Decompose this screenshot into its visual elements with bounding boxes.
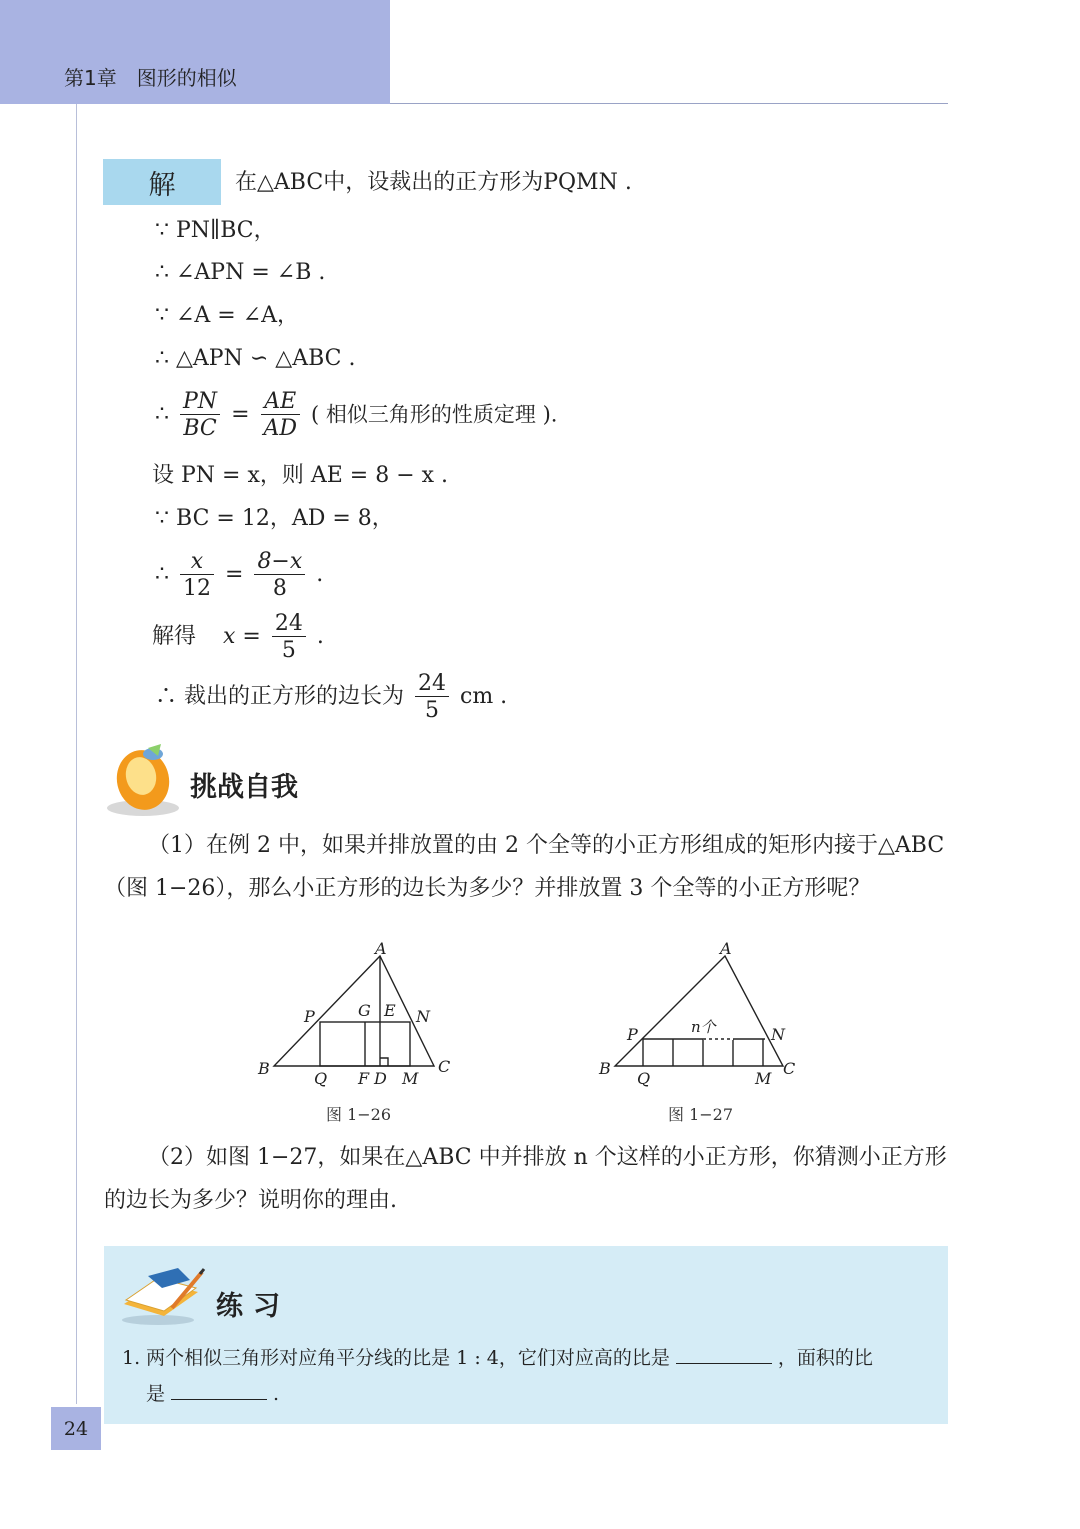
ratio-note: ( 相似三角形的性质定理 ).: [311, 402, 558, 427]
ratio-line: [155, 390, 557, 440]
fraction-numerator: PN: [180, 390, 220, 415]
equals-sign: =: [225, 562, 244, 588]
exercise-text: .: [273, 1383, 280, 1405]
answer-blank[interactable]: [171, 1381, 267, 1400]
conclusion-unit: cm .: [460, 684, 508, 710]
label-a: A: [375, 940, 387, 958]
equals-sign: =: [231, 402, 250, 428]
label-p: P: [627, 1025, 638, 1044]
fraction-x-12: [180, 550, 214, 600]
fraction-denominator: AD: [263, 416, 298, 442]
fraction-24-5: [272, 612, 306, 662]
exercise-title: 练习: [216, 1291, 290, 1322]
label-n-count: n个: [691, 1018, 716, 1036]
label-b: B: [258, 1059, 270, 1078]
equation-line: [155, 550, 323, 600]
label-b: B: [599, 1059, 611, 1078]
solve-line: [152, 612, 324, 662]
fraction-ae-ad: [261, 390, 301, 440]
solve-end: .: [316, 624, 324, 650]
label-f: F: [358, 1069, 370, 1088]
header-rule: [390, 103, 948, 104]
figure-1-26: [250, 940, 470, 1090]
fraction-denominator: 12: [183, 576, 211, 602]
exercise-text: 是: [146, 1383, 166, 1405]
label-a: A: [720, 940, 732, 958]
fraction-pn-bc: [180, 390, 220, 440]
exercise-item-1: [122, 1340, 942, 1412]
label-c: C: [438, 1057, 451, 1076]
fraction-numerator: x: [180, 550, 214, 575]
conclusion-line: [155, 672, 507, 722]
label-e: E: [384, 1001, 396, 1020]
fraction-numerator: 8−x: [254, 550, 305, 575]
solution-label: 解: [103, 159, 221, 205]
label-n: N: [771, 1025, 785, 1044]
exercise-text: ，面积的比: [777, 1347, 873, 1369]
given-line: ∵ BC = 12，AD = 8，: [155, 506, 394, 531]
step-1: ∵ PN∥BC，: [155, 218, 276, 243]
fraction-numerator: AE: [261, 390, 301, 415]
solve-prefix: 解得: [152, 624, 197, 650]
challenge-icon: [103, 738, 183, 820]
step-3: ∵ ∠A = ∠A，: [155, 303, 300, 328]
conclusion-text: ∴ 裁出的正方形的边长为: [155, 684, 404, 710]
label-d: D: [374, 1069, 387, 1088]
set-line: 设 PN = x，则 AE = 8 − x .: [152, 463, 449, 488]
step-2: ∴ ∠APN = ∠B .: [155, 260, 326, 285]
margin-rule: [76, 104, 77, 1404]
eq-end: .: [316, 562, 324, 588]
fraction-denominator: 5: [281, 638, 296, 664]
label-q: Q: [314, 1069, 328, 1088]
figure-caption: 图 1−26: [326, 1105, 392, 1124]
challenge-q2: （2）如图 1−27，如果在△ABC 中并排放 n 个这样的小正方形，你猜测小正方形的边长为多少？说明你的理由.: [104, 1145, 947, 1213]
book-pencil-icon: [118, 1264, 206, 1326]
fraction-denominator: BC: [183, 416, 217, 442]
challenge-title: 挑战自我: [190, 772, 298, 803]
exercise-text: 1. 两个相似三角形对应角平分线的比是 1 : 4，它们对应高的比是: [122, 1347, 670, 1369]
fraction-numerator: 24: [415, 672, 449, 697]
page-number: 24: [51, 1407, 101, 1450]
eq-prefix: ∴: [155, 562, 169, 588]
solution-intro: 在△ABC中，设裁出的正方形为PQMN .: [235, 170, 632, 195]
label-m: M: [402, 1069, 419, 1088]
label-p: P: [304, 1007, 315, 1026]
label-q: Q: [637, 1069, 651, 1088]
label-g: G: [358, 1001, 371, 1020]
fraction-denominator: 5: [425, 698, 439, 724]
chapter-title: 第1章 图形的相似: [64, 66, 237, 90]
figure-caption: 图 1−27: [668, 1105, 734, 1124]
label-c: C: [783, 1059, 796, 1078]
label-n: N: [416, 1007, 430, 1026]
label-m: M: [755, 1069, 772, 1088]
fraction-24-5: [415, 672, 449, 722]
ratio-prefix: ∴: [155, 402, 169, 428]
step-4: ∴ △APN ∽ △ABC .: [155, 346, 356, 371]
fraction-8mx-8: [254, 550, 305, 600]
fraction-denominator: 8: [272, 576, 287, 602]
solve-var: x =: [223, 624, 261, 650]
figure-1-27: [595, 940, 805, 1090]
fraction-numerator: 24: [272, 612, 306, 637]
challenge-q1: （1）在例 2 中，如果并排放置的由 2 个全等的小正方形组成的矩形内接于△ABC（图 1−26），那么小正方形的边长为多少？并排放置 3 个全等的小正方形呢？: [104, 833, 945, 901]
answer-blank[interactable]: [676, 1345, 772, 1364]
